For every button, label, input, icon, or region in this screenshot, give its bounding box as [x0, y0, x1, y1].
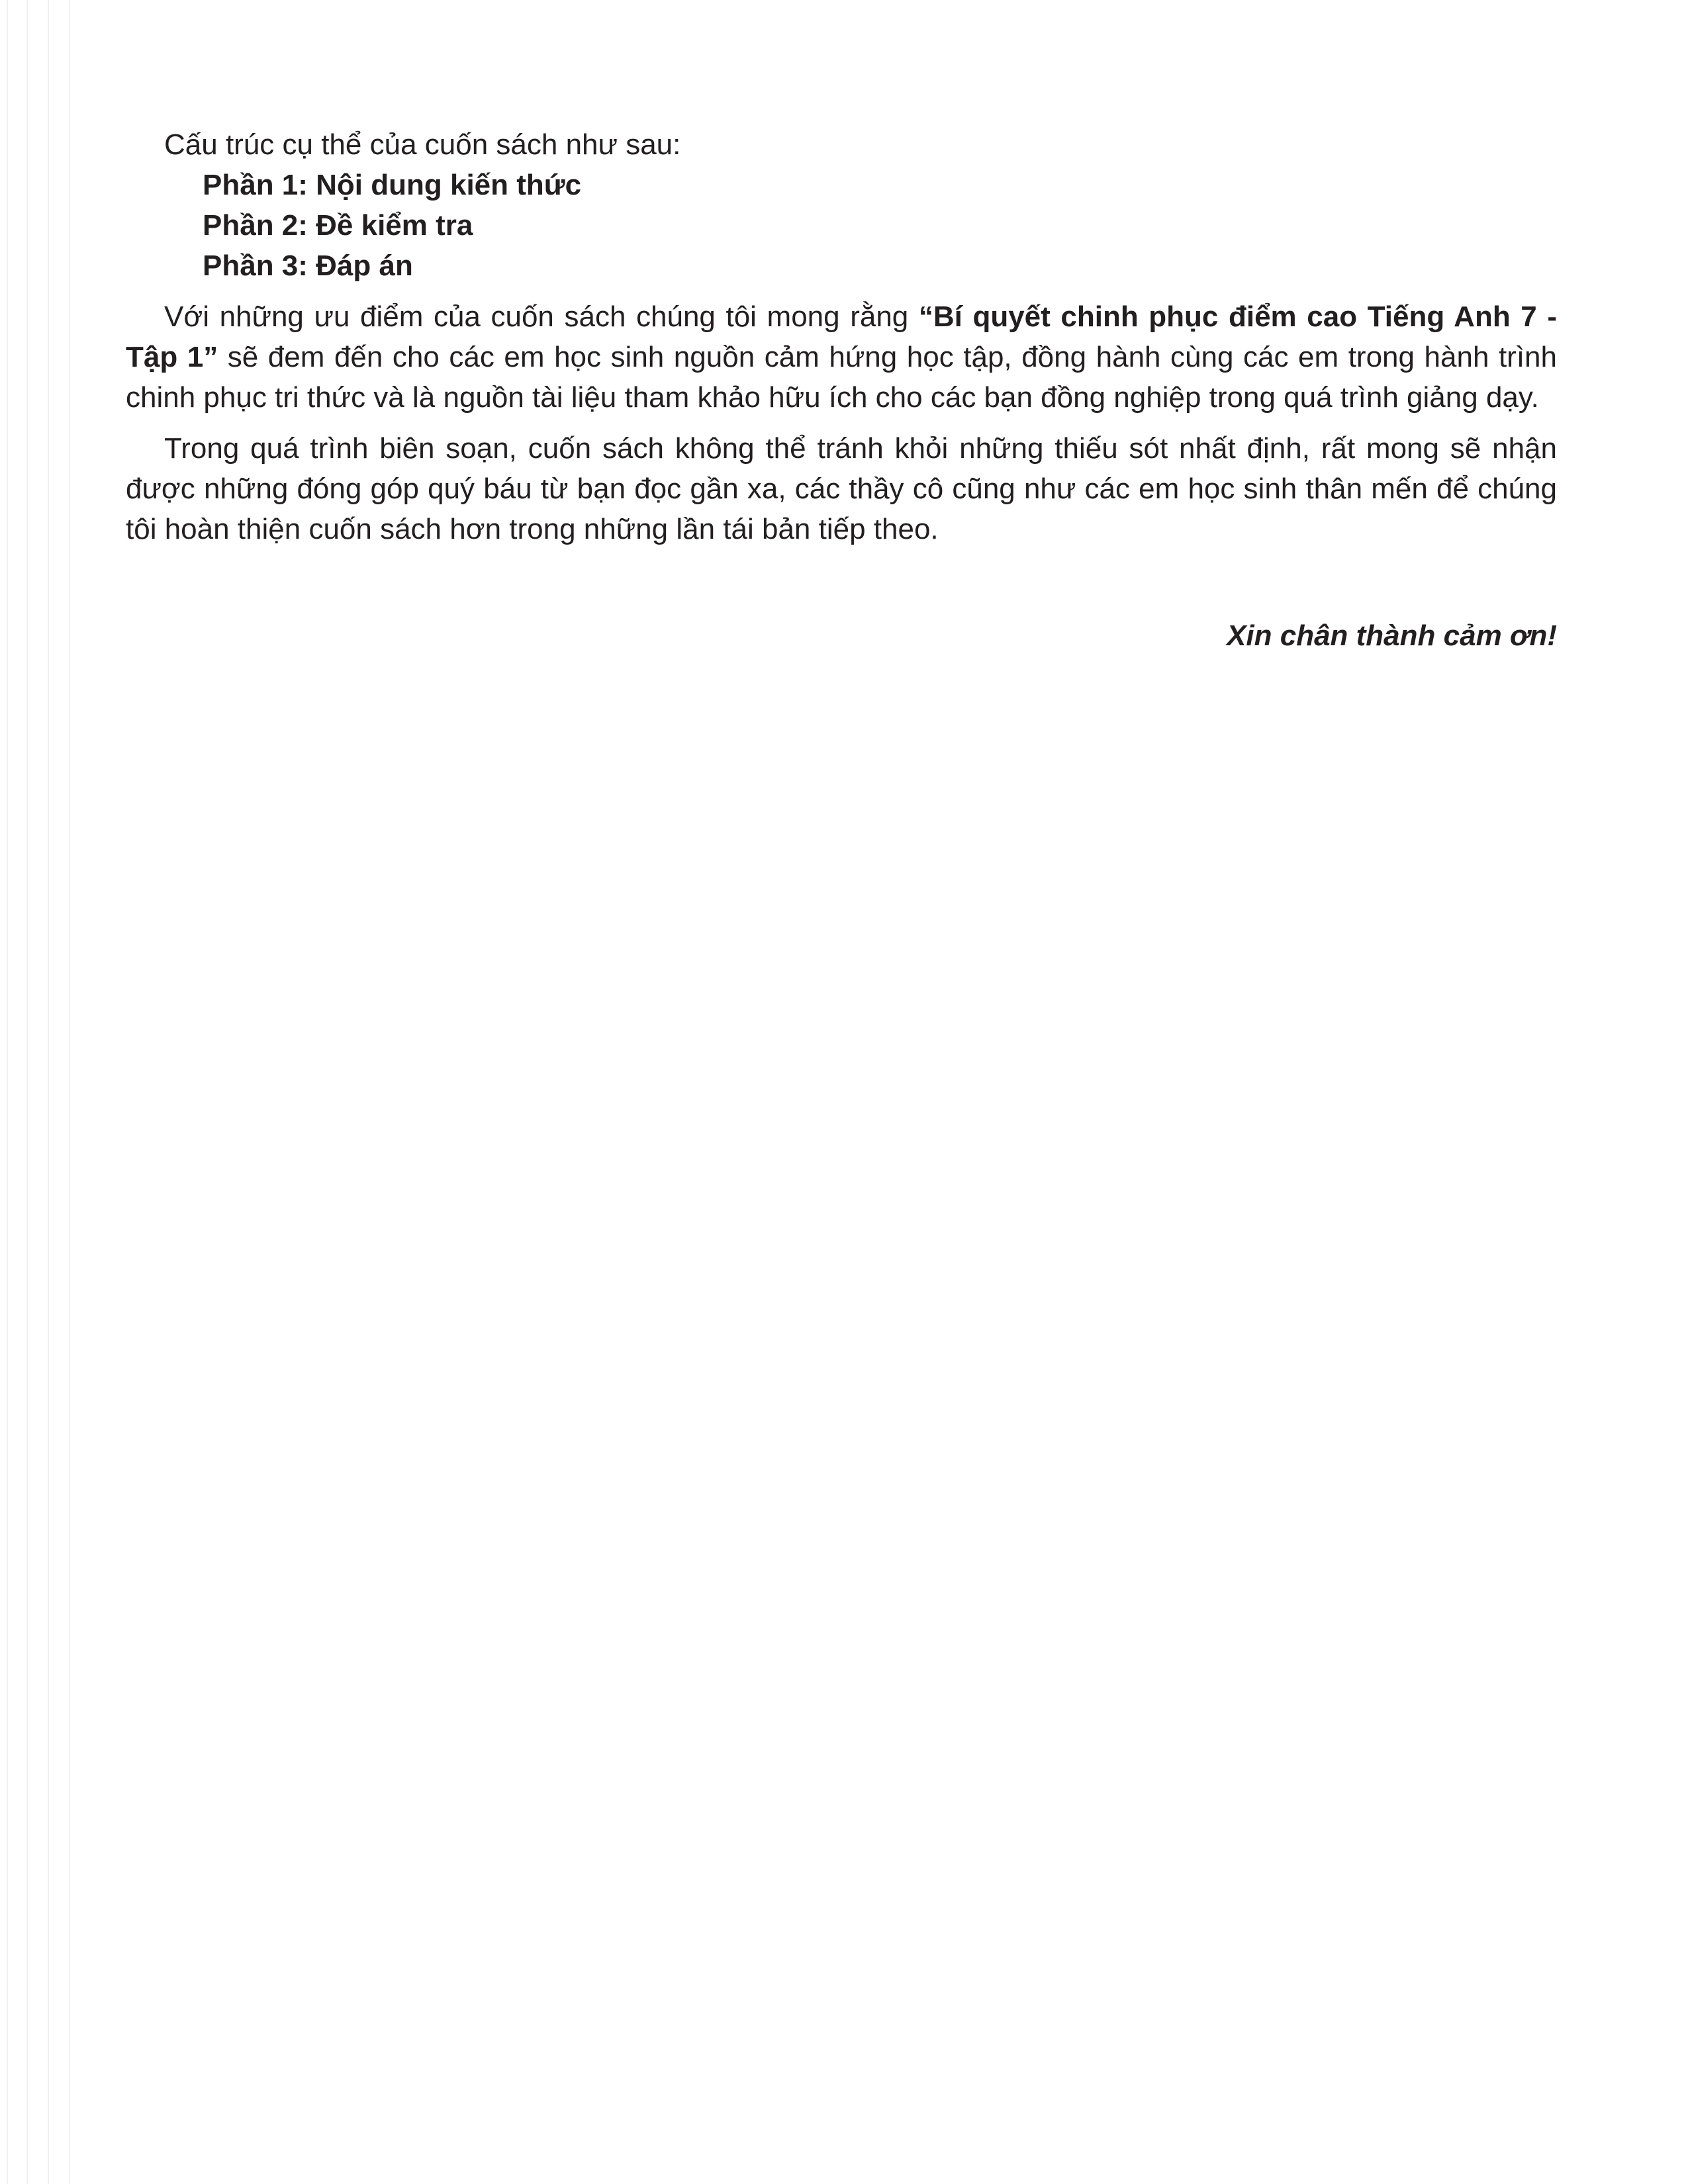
closing-thanks: Xin chân thành cảm ơn!: [1227, 619, 1557, 652]
page-edge-line: [26, 0, 28, 2184]
structure-intro: Cấu trúc cụ thể của cuốn sách như sau:: [164, 128, 681, 161]
part-2: Phần 2: Đề kiểm tra: [203, 209, 473, 242]
page-edge-line: [69, 0, 70, 2184]
paragraph-hopes-rest: sẽ đem đến cho các em học sinh nguồn cảm hứng học tập, đồng hành cùng các em trong hành trình chinh phục tri thức và là nguồn tài liệu tham khảo hữu ích cho các bạn đồng nghiệp trong quá trình giảng dạy.: [126, 341, 1557, 414]
book-title: “Bí quyết chinh phục điểm cao Tiếng Anh 7 - Tập 1”: [126, 300, 1557, 373]
page-edge-line: [7, 0, 8, 2184]
document-body: [126, 124, 1557, 656]
part-3: Phần 3: Đáp án: [203, 250, 413, 282]
paragraph-hopes: [126, 296, 1557, 418]
part-1: Phần 1: Nội dung kiến thức: [203, 169, 582, 201]
page-edge-line: [48, 0, 49, 2184]
parts-list: [126, 165, 1557, 286]
paragraph-hopes-lead: Với những ưu điểm của cuốn sách chúng tôi mong rằng: [164, 300, 919, 333]
paragraph-feedback: Trong quá trình biên soạn, cuốn sách không thể tránh khỏi những thiếu sót nhất định, rất mong sẽ nhận được những đóng góp quý báu từ bạn đọc gần xa, các thầy cô cũng như các em học sinh thân mến để chúng tôi hoàn thiện cuốn sách hơn trong những lần tái bản tiếp theo.: [126, 432, 1557, 545]
